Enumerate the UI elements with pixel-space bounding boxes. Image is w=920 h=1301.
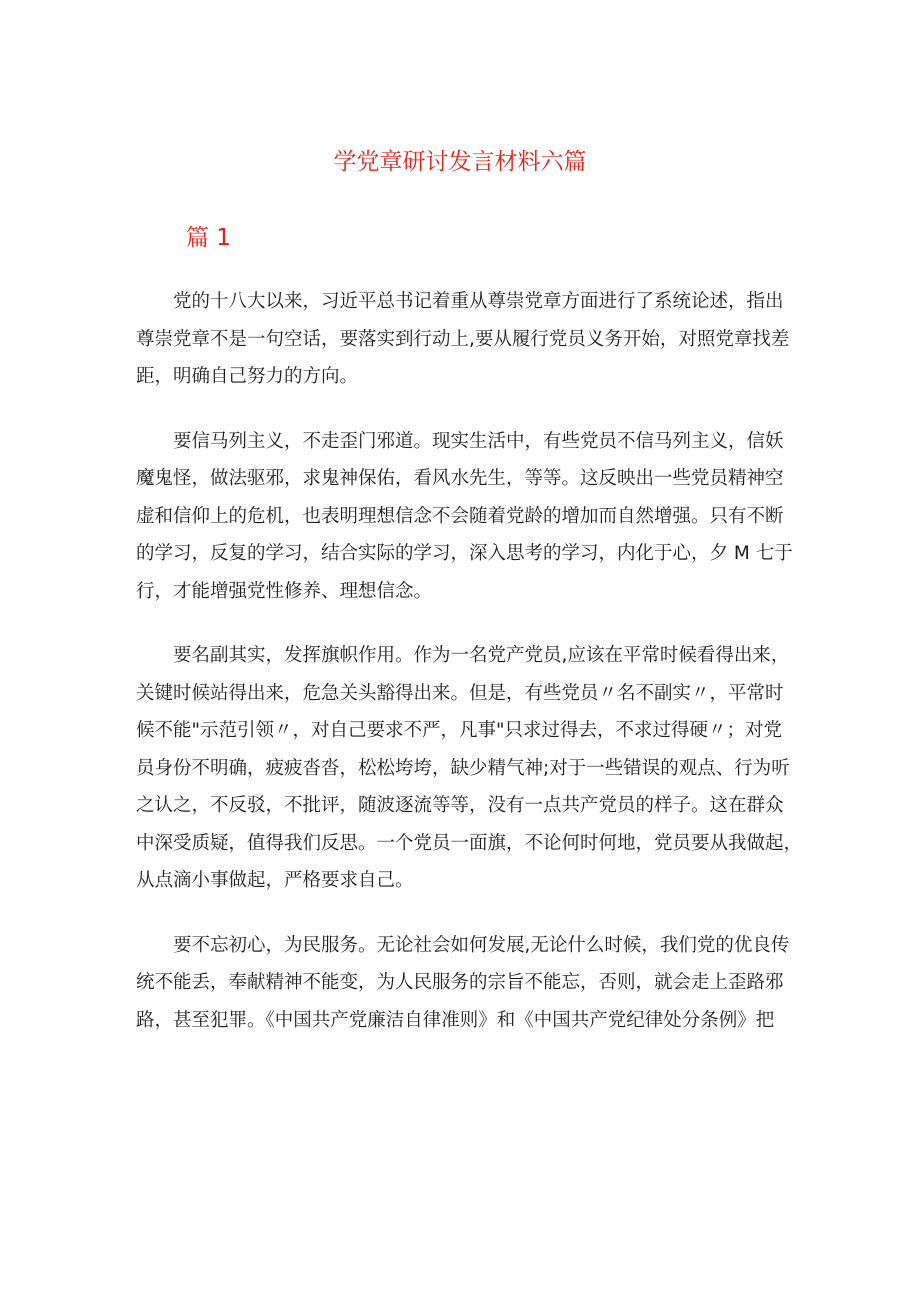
text-line: 魔鬼怪，做法驱邪，求鬼神保佑，看风水先生，等等。这反映出一些党员精神空 bbox=[136, 468, 784, 489]
paragraph bbox=[136, 423, 793, 611]
text-line: 行，才能增强党性修养、理想信念。 bbox=[136, 580, 433, 602]
text-line: 路，甚至犯罪。《中国共产党廉洁自律准则》和《中国共产党纪律处分条例》把 bbox=[136, 1009, 775, 1031]
text-line: 尊崇党章不是一句空话，要落实到行动上,要从履行党员义务开始，对照党章找差 bbox=[136, 328, 790, 350]
text-line: 党的十八大以来，习近平总书记着重从尊崇党章方面进行了系统论述，指出 bbox=[173, 291, 784, 312]
text-line: 统不能丢，奉献精神不能变，为人民服务的宗旨不能忘，否则，就会走上歪路邪 bbox=[136, 972, 784, 993]
text-line: 的学习，反复的学习，结合实际的学习，深入思考的学习，内化于心，夕 M 七于 bbox=[136, 543, 793, 564]
text-line: 之认之，不反驳，不批评，随波逐流等等，没有一点共产党员的样子。这在群众 bbox=[136, 795, 784, 816]
document-body bbox=[136, 283, 803, 1066]
section-heading: 篇 1 bbox=[186, 225, 231, 251]
text-line: 要信马列主义，不走歪门邪道。现实生活中，有些党员不信马列主义，信妖 bbox=[173, 430, 784, 452]
text-line: 虚和信仰上的危机，也表明理想信念不会随着党龄的增加而自然增强。只有不断 bbox=[136, 505, 784, 527]
text-line: 关键时候站得出来，危急关头豁得出来。但是，有些党员〃名不副实〃，平常时 bbox=[136, 682, 784, 704]
text-line: 员身份不明确，疲疲沓沓，松松垮垮，缺少精气神;对于一些错误的观点、行为听 bbox=[136, 757, 790, 779]
text-line: 从点滴小事做起，严格要求自己。 bbox=[136, 870, 414, 891]
text-line: 候不能"示范引领〃，对自己要求不严，凡事"只求过得去，不求过得硬〃；对党 bbox=[136, 720, 783, 741]
text-line: 要名副其实，发挥旗帜作用。作为一名党产党员,应该在平常时候看得出来， bbox=[173, 645, 790, 666]
text-line: 要不忘初心，为民服务。无论社会如何发展,无论什么时候，我们党的优良传 bbox=[173, 934, 790, 956]
paragraph bbox=[136, 927, 790, 1040]
text-line: 距，明确自己努力的方向。 bbox=[136, 366, 359, 387]
paragraph bbox=[136, 637, 803, 900]
paragraph bbox=[136, 283, 790, 396]
text-line: 中深受质疑，值得我们反思。一个党员一面旗，不论何时何地，党员要从我做起， bbox=[136, 832, 803, 854]
document-title: 学党章研讨发言材料六篇 bbox=[333, 149, 587, 175]
